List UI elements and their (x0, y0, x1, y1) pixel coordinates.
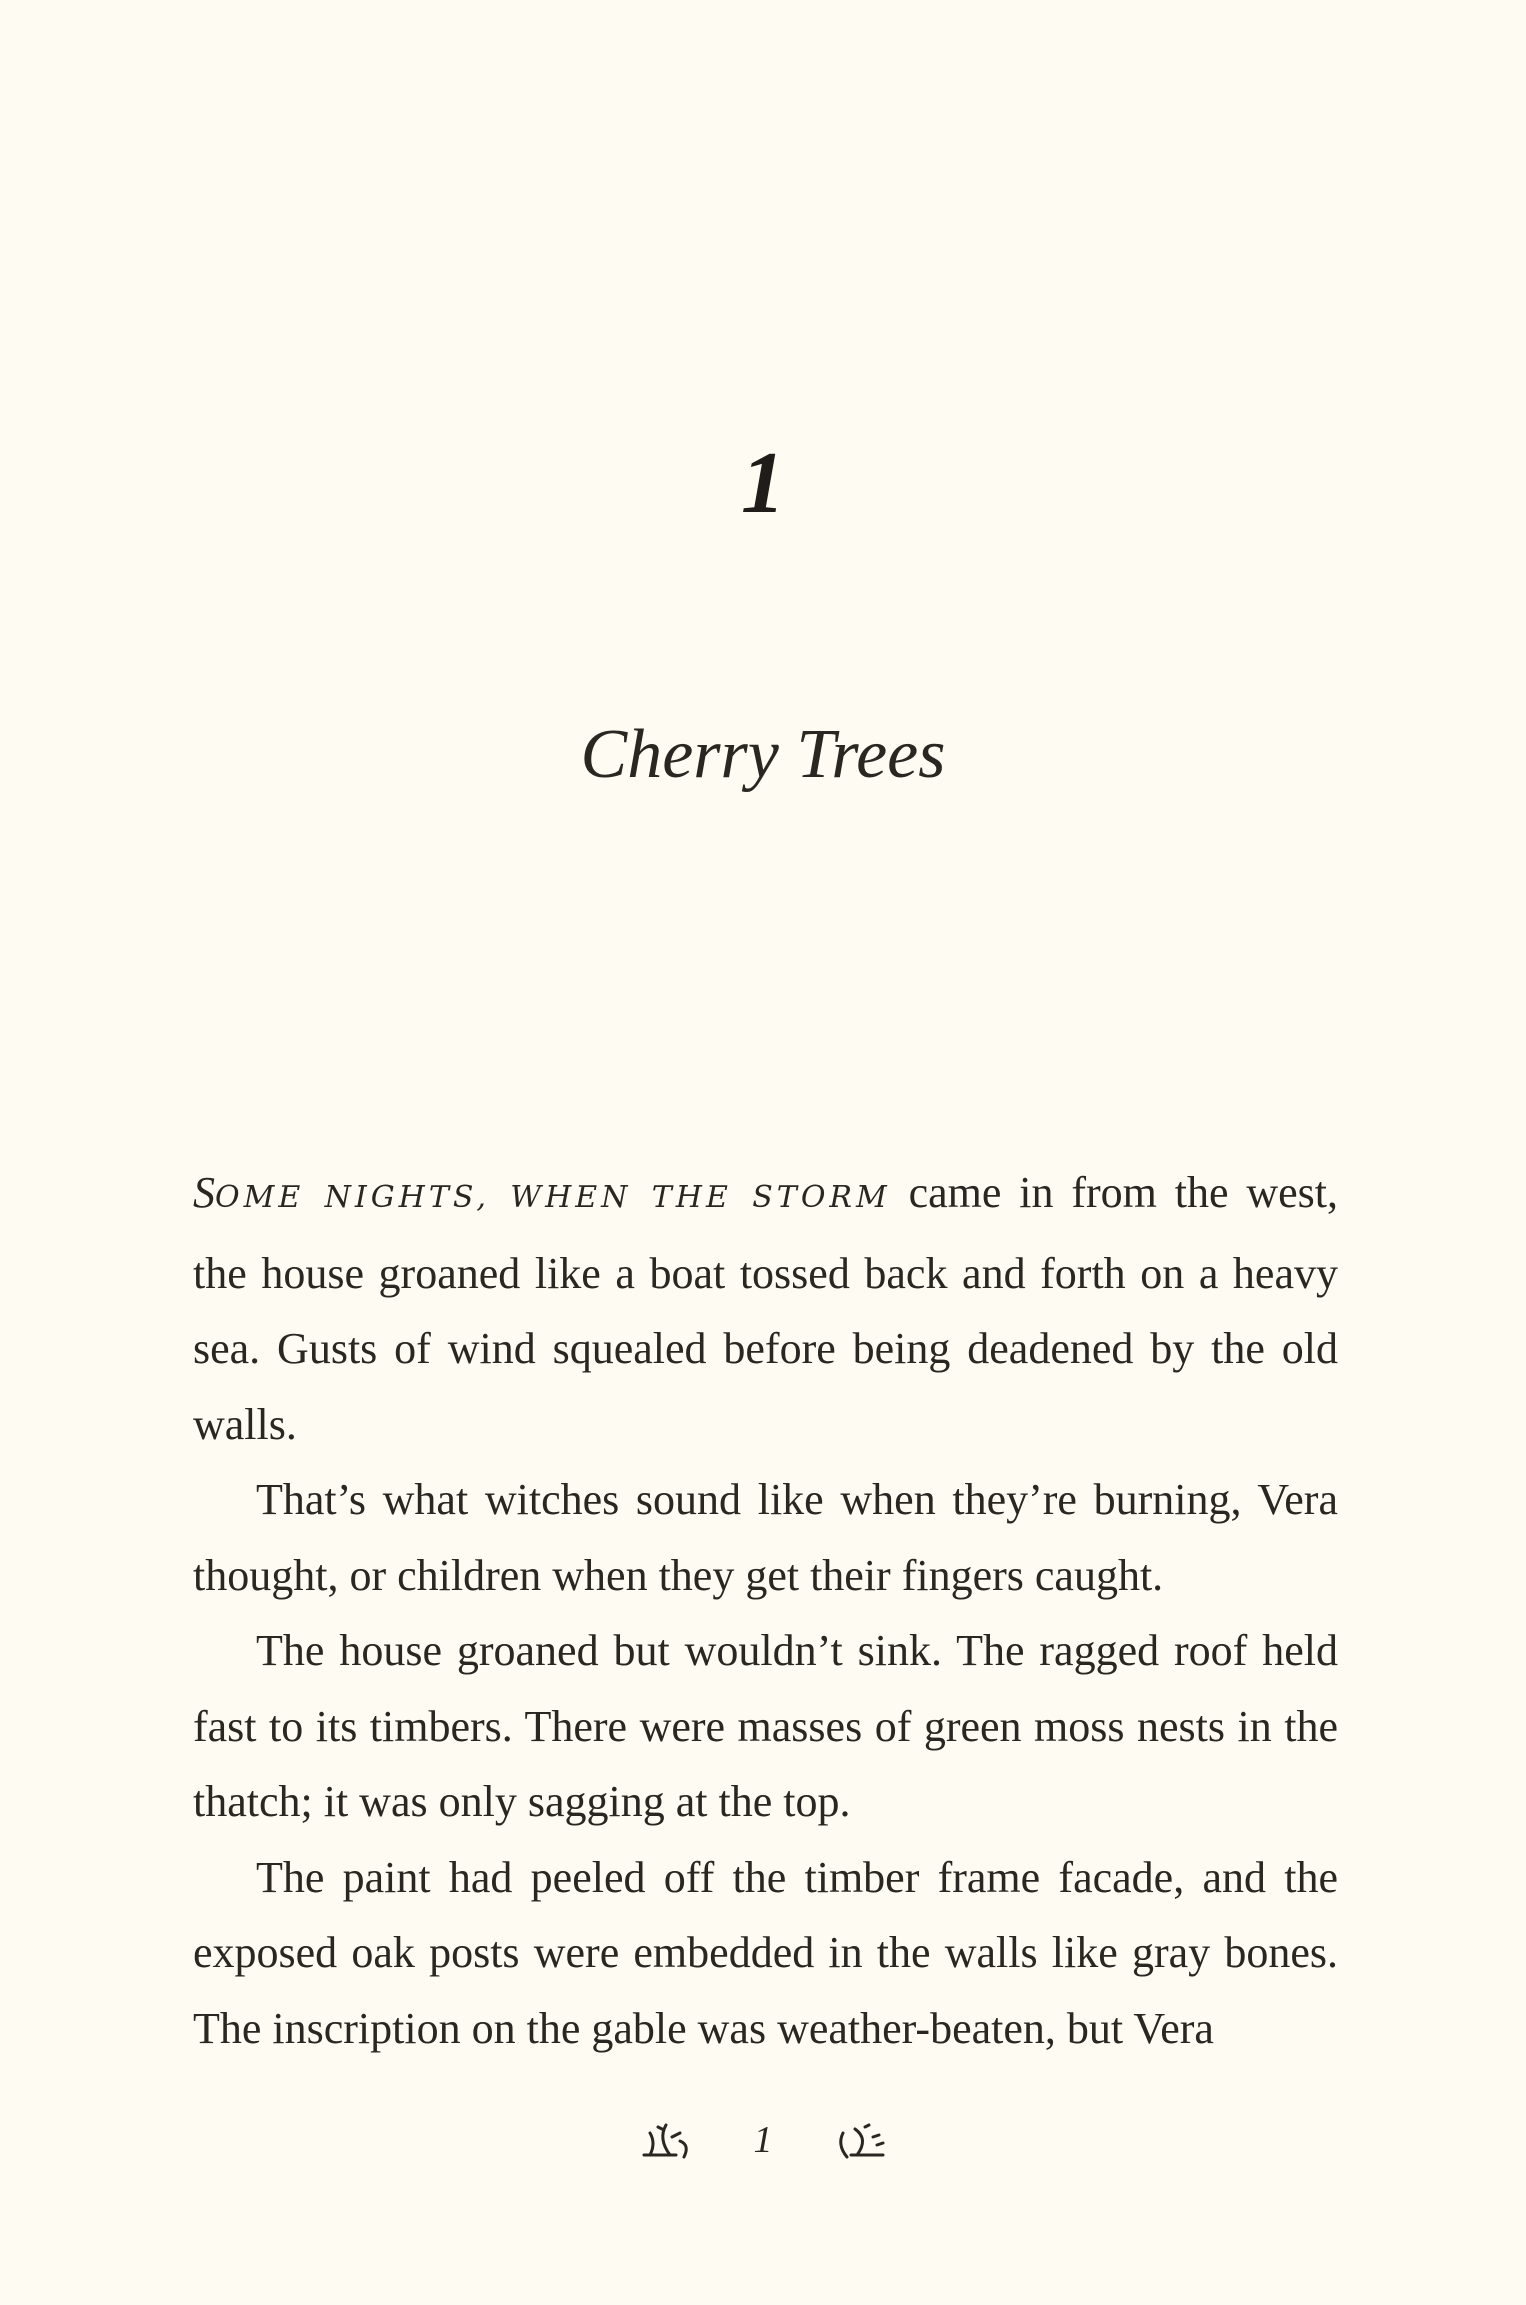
paragraph: The paint had peeled off the timber frame facade, and the exposed oak posts were embedded in the walls like gray bones. The inscription on the gable was weather-beaten, but Vera (193, 1852, 1338, 2053)
page-number: 1 (753, 2119, 773, 2161)
right-ornament-icon (831, 2115, 891, 2165)
opening-paragraph (193, 1155, 1338, 1462)
chapter-body (193, 1155, 1338, 2066)
opening-smallcaps: OME NIGHTS, WHEN THE STORM (215, 1180, 891, 1215)
chapter-number: 1 (741, 435, 785, 532)
paragraph: That’s what witches sound like when they’re burning, Vera thought, or children when they get their fingers caught. (193, 1475, 1338, 1600)
opening-text: came in from the west, the house groaned like a boat tossed back and forth on a heavy sea. Gusts of wind squealed before being deadened by the old walls. (193, 1168, 1338, 1449)
page-footer (0, 2110, 1526, 2170)
paragraph: The house groaned but wouldn’t sink. The ragged roof held fast to its timbers. There were masses of green moss nests in the thatch; it was only sagging at the top. (193, 1626, 1338, 1826)
left-ornament-icon (636, 2115, 696, 2165)
chapter-title: Cherry Trees (580, 716, 946, 793)
opening-initial: S (193, 1168, 215, 1217)
